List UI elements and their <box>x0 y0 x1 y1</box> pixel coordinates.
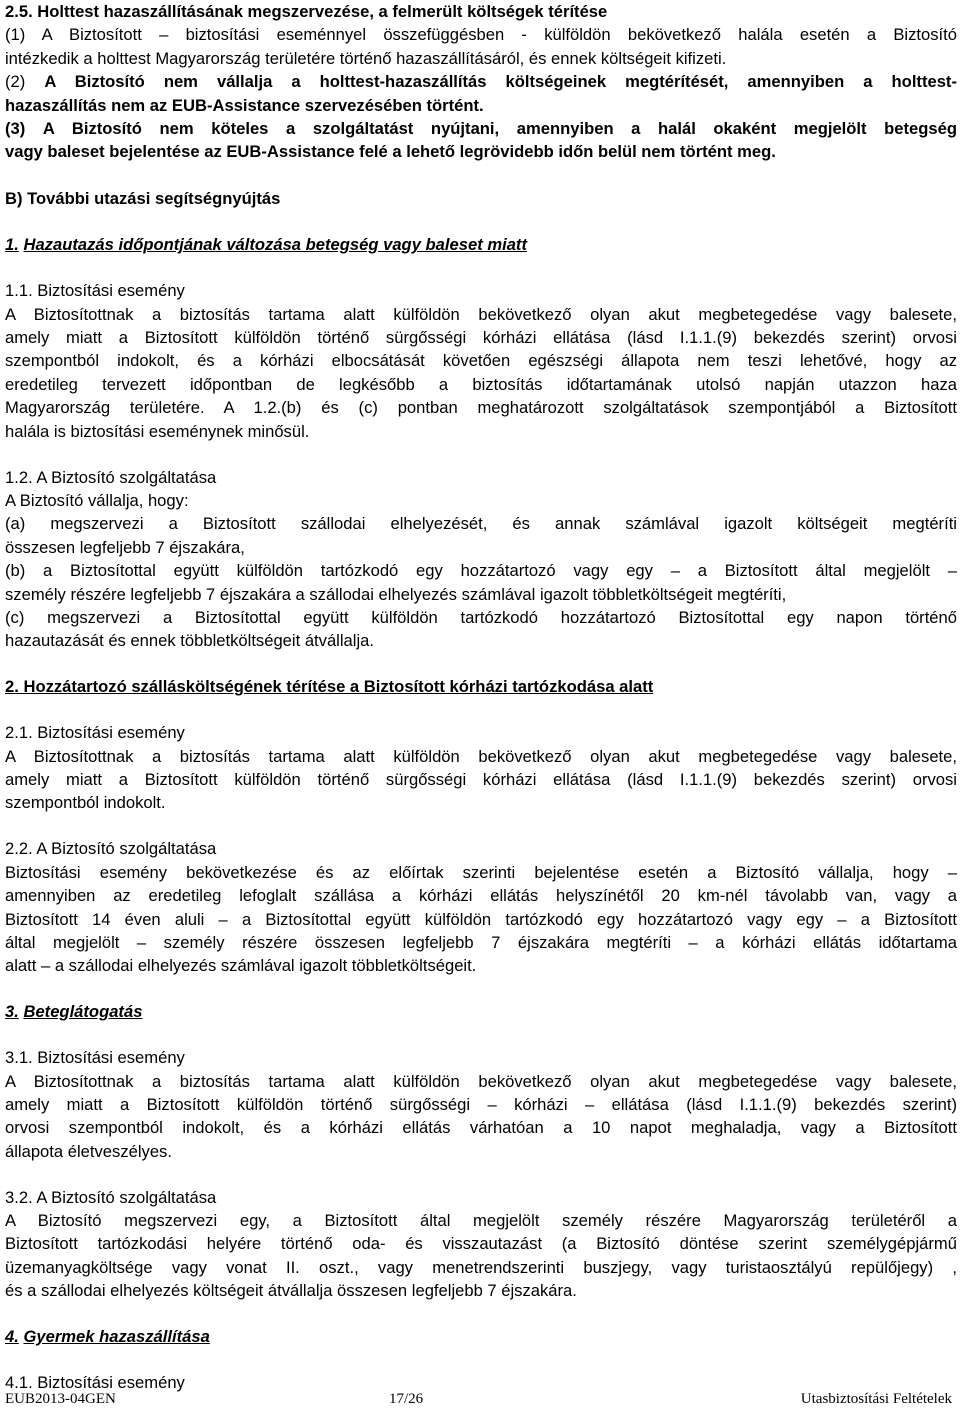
paragraph-2-line-2: hazaszállítás nem az EUB-Assistance szervezésében történt. <box>5 95 484 115</box>
item-2-1-body <box>5 745 957 815</box>
body-line: amennyiben az eredetileg lefoglalt szállása a kórházi ellátás helyszínétől 20 km-nél távolabb van, vagy a <box>5 886 957 906</box>
item-3-2-heading: 3.2. A Biztosító szolgáltatása <box>5 1187 217 1207</box>
body-line: Biztosított tartózkodási helyére történő oda- és visszautazást (a Biztosító döntése szerint személygépjármű <box>5 1234 957 1254</box>
paragraph-3-text: A Biztosító nem köteles a szolgáltatást nyújtani, amennyiben a halál okaként megjelölt betegség <box>42 119 957 139</box>
footer-page-number: 17/26 <box>389 1391 424 1407</box>
body-line: szempontból indokolt, és a kórházi elbocsátását követően egészségi állapota nem teszi lehetővé, hogy az <box>5 351 957 371</box>
body-line: (c) megszervezi a Biztosítottal együtt külföldön tartózkodó hozzátartozó Biztosítottal egy napon történő <box>5 607 957 627</box>
item-2-2-body <box>5 861 957 978</box>
body-line: A Biztosítottnak a biztosítás tartama alatt külföldön bekövetkező olyan akut megbetegedése vagy balesete, <box>5 1071 957 1091</box>
body-line: A Biztosítottnak a biztosítás tartama alatt külföldön bekövetkező olyan akut megbetegedése vagy balesete, <box>5 746 957 766</box>
section-2-5-title: 2.5. Holttest hazaszállításának megszervezése, a felmerült költségek térítése <box>5 2 608 21</box>
body-line: halála is biztosítási eseménynek minősül. <box>5 421 310 441</box>
body-line: A Biztosító vállalja, hogy: <box>5 490 189 510</box>
paragraph-1-line-1: (1) A Biztosított – biztosítási eseménnyel összefüggésben - külföldön bekövetkező halála esetén a Biztosító <box>5 25 957 45</box>
paragraph-1-line-2: intézkedik a holttest Magyarország területére történő hazaszállításáról, és ennek költségeit kifizeti. <box>5 48 727 68</box>
body-line: Biztosított 14 éven aluli – a Biztosítottal együtt külföldön tartózkodó egy hozzátartozó vagy egy – a Biztosított <box>5 909 957 929</box>
item-1-1-body <box>5 303 957 443</box>
item-1-title <box>5 233 957 256</box>
item-2-title <box>5 675 957 698</box>
item-3-title-text: Beteglátogatás <box>23 1002 143 1022</box>
body-line: (a) megszervezi a Biztosított szállodai elhelyezését, és annak számlával igazolt költségeit megtéríti <box>5 514 957 534</box>
item-4-number: 4. <box>5 1327 19 1347</box>
paragraph-2-prefix: (2) <box>5 72 26 92</box>
body-line: orvosi szempontból indokolt, és a kórházi ellátás várhatóan a 10 napot meghaladja, vagy a Biztosított <box>5 1118 957 1138</box>
footer-doc-title: Utasbiztosítási Feltételek <box>800 1391 952 1407</box>
paragraph-3-prefix: (3) <box>5 119 26 139</box>
item-1-2-body <box>5 489 957 653</box>
item-2-title-text: Hozzátartozó szállásköltségének térítése a Biztosított kórházi tartózkodása alatt <box>23 677 654 697</box>
paragraph-3-line-1 <box>5 117 957 140</box>
item-1-2-heading: 1.2. A Biztosító szolgáltatása <box>5 467 217 487</box>
item-3-number: 3. <box>5 1002 19 1022</box>
body-line: által megjelölt – személy részére összesen legfeljebb 7 éjszakára megtéríti – a kórházi ellátás időtartama <box>5 932 957 952</box>
item-3-title <box>5 1000 957 1023</box>
body-line: személy részére legfeljebb 7 éjszakára a szállodai elhelyezés számlával igazolt többletköltségeit megtéríti, <box>5 584 787 604</box>
body-line: A Biztosítottnak a biztosítás tartama alatt külföldön bekövetkező olyan akut megbetegedése vagy balesete, <box>5 304 957 324</box>
body-line: szempontból indokolt. <box>5 793 166 813</box>
body-line: alatt – a szállodai elhelyezés számlával igazolt többletköltségeit. <box>5 956 477 976</box>
body-line: Biztosítási esemény bekövetkezése és az előírtak szerinti bejelentése esetén a Biztosító vállalja, hogy – <box>5 862 957 882</box>
item-4-1-heading: 4.1. Biztosítási esemény <box>5 1373 185 1393</box>
body-line: A Biztosító megszervezi egy, a Biztosított által megjelölt személy részére Magyarország területéről a <box>5 1211 957 1231</box>
body-line: és a szállodai elhelyezés költségeit átvállalja összesen legfeljebb 7 éjszakára. <box>5 1281 577 1301</box>
item-1-number: 1. <box>5 235 19 255</box>
paragraph-3-line-2: vagy baleset bejelentése az EUB-Assistance felé a lehető legrövidebb időn belül nem történt meg. <box>5 142 776 162</box>
page-footer <box>5 1390 952 1409</box>
body-line: (b) a Biztosítottal együtt külföldön tartózkodó egy hozzátartozó vagy egy – a Biztosított által megjelölt – <box>5 561 957 581</box>
body-line: üzemanyagköltsége vagy vonat II. oszt., vagy menetrendszerinti buszjegy, vagy turistaosztályú repülőjegy) , <box>5 1257 957 1277</box>
item-4-title <box>5 1325 957 1348</box>
item-4-title-text: Gyermek hazaszállítása <box>23 1327 210 1347</box>
body-line: amely miatt a Biztosított külföldön történő sürgősségi kórházi ellátása (lásd I.1.1.(9) bekezdés szerint) orvosi <box>5 769 957 789</box>
document-page <box>5 0 957 1395</box>
item-3-1-heading: 3.1. Biztosítási esemény <box>5 1048 185 1068</box>
body-line: amely miatt a Biztosított külföldön történő sürgősségi kórházi ellátása (lásd I.1.1.(9) bekezdés szerint) orvosi <box>5 327 957 347</box>
item-3-1-body <box>5 1070 957 1164</box>
body-line: állapota életveszélyes. <box>5 1141 172 1161</box>
item-2-2-heading: 2.2. A Biztosító szolgáltatása <box>5 839 217 859</box>
paragraph-2-text: A Biztosító nem vállalja a holttest-hazaszállítás költségeinek megtérítését, amennyiben a holttest- <box>44 72 957 92</box>
item-1-1-heading: 1.1. Biztosítási esemény <box>5 281 185 301</box>
body-line: Magyarország területére. A 1.2.(b) és (c) pontban meghatározott szolgáltatások szempontjából a Biztosított <box>5 398 957 418</box>
body-line: amely miatt a Biztosított külföldön történő sürgősségi – kórházi – ellátása (lásd I.1.1.(9) bekezdés szerint) <box>5 1094 957 1114</box>
footer-doc-code: EUB2013-04GEN <box>5 1391 116 1407</box>
item-2-number: 2. <box>5 677 19 697</box>
body-line: eredetileg tervezett időpontban de legkésőbb a biztosítás időtartamának utolsó napján utazzon haza <box>5 374 957 394</box>
paragraph-2-line-1 <box>5 70 957 93</box>
item-2-1-heading: 2.1. Biztosítási esemény <box>5 723 185 743</box>
section-b-title: B) További utazási segítségnyújtás <box>5 189 281 209</box>
item-3-2-body <box>5 1209 957 1303</box>
item-1-title-text: Hazautazás időpontjának változása betegség vagy baleset miatt <box>23 235 527 255</box>
body-line: összesen legfeljebb 7 éjszakára, <box>5 537 245 557</box>
body-line: hazautazását és ennek többletköltségeit átvállalja. <box>5 631 374 651</box>
